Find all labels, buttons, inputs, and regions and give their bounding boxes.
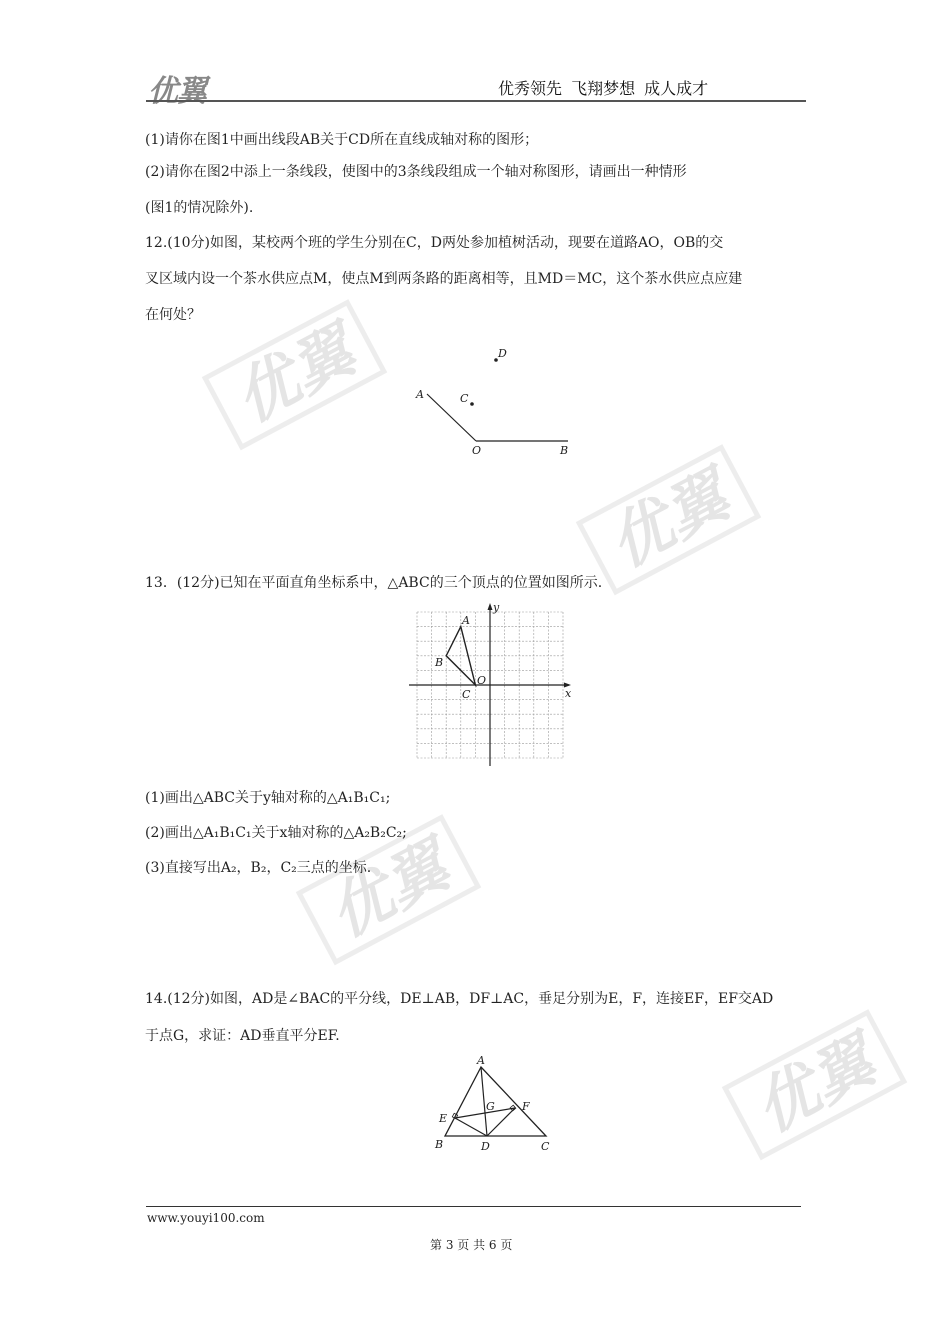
watermark: 优翼 xyxy=(198,292,386,449)
label-o: O xyxy=(477,674,487,687)
watermark: 优翼 xyxy=(572,437,760,594)
watermark: 优翼 xyxy=(718,1002,906,1159)
question-12-cont: 叉区域内设一个茶水供应点M，使点M到两条路的距离相等，且MD＝MC，这个茶水供应点应建 xyxy=(145,271,743,287)
question-14: 14.(12分)如图，AD是∠BAC的平分线，DE⊥AB，DF⊥AC，垂足分别为E，F，连接EF，EF交AD xyxy=(145,991,774,1007)
label-e: E xyxy=(439,1112,448,1125)
label-a: A xyxy=(416,388,424,401)
figure-14 xyxy=(425,1048,560,1156)
ray-oa xyxy=(427,394,476,441)
footer-website: www.youyi100.com xyxy=(147,1211,265,1225)
question-12: 12.(10分)如图，某校两个班的学生分别在C，D两处参加植树活动，现要在道路AO，OB的交 xyxy=(145,235,724,251)
label-b: B xyxy=(560,444,569,457)
label-c: C xyxy=(462,688,471,701)
header-slogan: 优秀领先 飞翔梦想 成人成才 xyxy=(498,79,709,98)
label-b: B xyxy=(435,1138,444,1151)
header-divider xyxy=(146,100,806,102)
question-13-part-2: (2)画出△A₁B₁C₁关于x轴对称的△A₂B₂C₂; xyxy=(145,825,407,841)
label-c: C xyxy=(460,392,469,405)
text-line: (图1的情况除外). xyxy=(145,200,254,216)
label-y: y xyxy=(493,601,500,614)
label-d: D xyxy=(498,347,507,360)
question-13-part-1: (1)画出△ABC关于y轴对称的△A₁B₁C₁; xyxy=(145,790,391,806)
figure-13-grid xyxy=(405,598,580,770)
label-b: B xyxy=(435,656,444,669)
question-13: 13．(12分)已知在平面直角坐标系中，△ABC的三个顶点的位置如图所示. xyxy=(145,575,603,591)
footer-divider xyxy=(146,1206,801,1207)
question-12-cont: 在何处？ xyxy=(145,307,201,323)
label-d: D xyxy=(481,1140,490,1153)
question-14-cont: 于点G，求证：AD垂直平分EF. xyxy=(145,1028,340,1044)
label-a: A xyxy=(477,1054,485,1067)
text-line: (2)请你在图2中添上一条线段，使图中的3条线段组成一个轴对称图形，请画出一种情形 xyxy=(145,164,687,180)
point-c xyxy=(470,402,474,406)
page-number: 第 3 页 共 6 页 xyxy=(430,1238,513,1252)
brand-logo: 优翼 xyxy=(148,74,206,109)
label-f: F xyxy=(522,1100,530,1113)
figure-12 xyxy=(405,340,585,460)
label-o: O xyxy=(472,444,482,457)
triangle-abc xyxy=(445,1067,546,1136)
segment-de xyxy=(455,1118,487,1136)
label-c: C xyxy=(541,1140,550,1153)
label-x: x xyxy=(565,687,572,700)
text-line: (1)请你在图1中画出线段AB关于CD所在直线成轴对称的图形； xyxy=(145,132,539,148)
watermark: 优翼 xyxy=(292,807,480,964)
question-13-part-3: (3)直接写出A₂，B₂，C₂三点的坐标. xyxy=(145,860,372,876)
label-a: A xyxy=(462,614,470,627)
y-axis-arrow xyxy=(488,603,493,610)
label-g: G xyxy=(486,1100,495,1113)
